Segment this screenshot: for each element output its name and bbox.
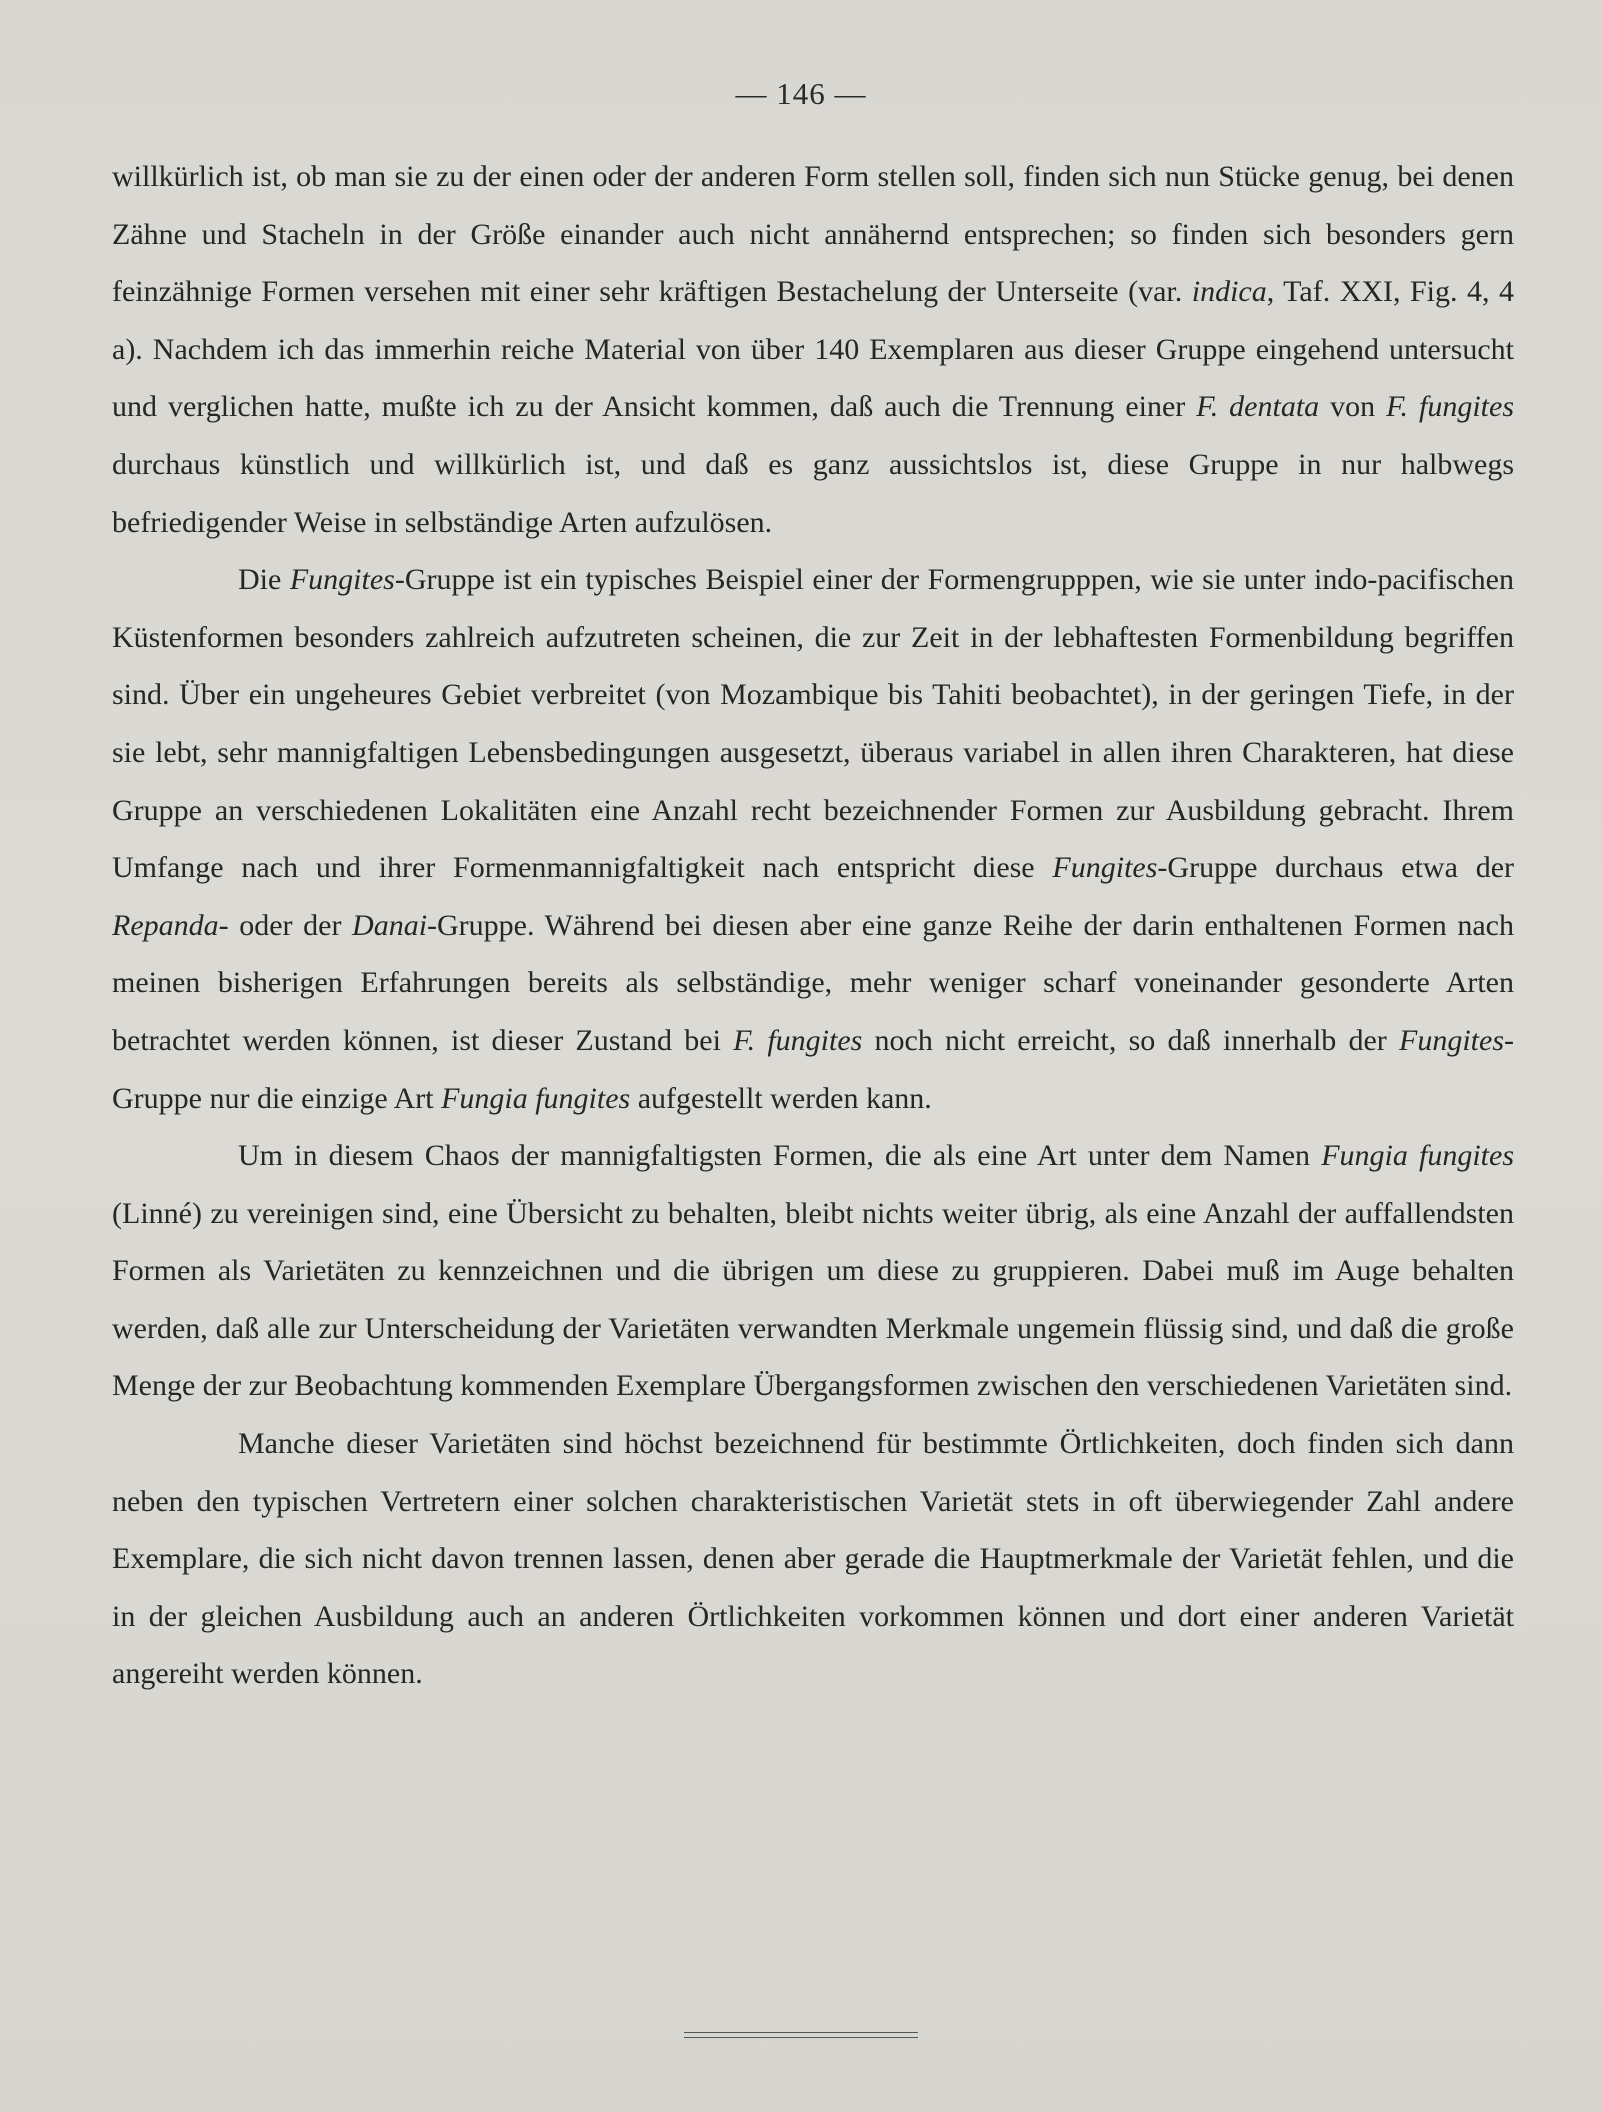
italic-term: F. fungites [1386, 390, 1515, 424]
text-run: (Linné) zu vereinigen sind, eine Übersicht zu behalten, bleibt nichts weiter übrig, als eine Anzahl der auffallendsten Formen als Varietäten zu kennzeichnen und die übrigen um diese zu gruppieren. Dabei muß im Auge behalten werden, daß alle zur Unterscheidung der Varietäten verwandten Merkmale ungemein flüssig sind, und daß die große Menge der zur Beobachtung kommenden Exemplare Übergangsformen zwischen den verschiedenen Varietäten sind. [112, 1196, 1514, 1403]
text-run: noch nicht erreicht, so daß innerhalb der [862, 1023, 1400, 1057]
text-run: Die [238, 563, 290, 597]
text-run: Um in diesem Chaos der mannigfaltigsten Formen, die als eine Art unter dem Namen [238, 1139, 1322, 1173]
italic-term: indica [1191, 275, 1267, 309]
paragraph-3 [112, 1127, 1514, 1415]
text-run: - oder der [218, 908, 353, 942]
paragraph-2 [112, 551, 1514, 1127]
italic-term: Repanda [112, 908, 219, 942]
paragraph-4 [112, 1415, 1514, 1703]
italic-term: Fungites [289, 563, 395, 597]
text-run: Manche dieser Varietäten sind höchst bezeichnend für bestimmte Örtlichkeiten, doch finden sich dann neben den typischen Vertretern einer solchen charakteristischen Varietät stets in oft überwiegender Zahl andere Exemplare, die sich nicht davon trennen lassen, denen aber gerade die Hauptmerkmale der Varietät fehlen, und die in der gleichen Ausbildung auch an anderen Örtlichkeiten vorkommen können und dort einer anderen Varietät angereiht werden können. [112, 1427, 1514, 1691]
text-run: von [1319, 390, 1387, 424]
italic-term: Fungia fungites [441, 1081, 631, 1115]
end-rule [684, 2032, 918, 2038]
text-run: durchaus künstlich und willkürlich ist, und daß es ganz aussichtslos ist, diese Gruppe in nur halbwegs befriedigender Weise in selbständige Arten aufzulösen. [112, 447, 1514, 539]
body-text [112, 148, 1514, 1703]
text-run: -Gruppe ist ein typisches Beispiel einer der Formengrupppen, wie sie unter indo-pacifischen Küstenformen besonders zahlreich aufzutreten scheinen, die zur Zeit in der lebhaftesten Formenbildung begriffen sind. Über ein ungeheures Gebiet verbreitet (von Mozambique bis Tahiti beobachtet), in der geringen Tiefe, in der sie lebt, sehr mannigfaltigen Lebensbedingungen ausgesetzt, überaus variabel in allen ihren Charakteren, hat diese Gruppe an verschiedenen Lokalitäten eine Anzahl recht bezeichnender Formen zur Ausbildung gebracht. Ihrem Umfange nach und ihrer Formenmannigfaltigkeit nach entspricht diese [112, 563, 1514, 885]
italic-term: F. dentata [1196, 390, 1320, 424]
italic-term: F. fungites [733, 1023, 863, 1057]
italic-term: Fungites [1399, 1023, 1505, 1057]
text-run: , Taf. XXI, Fig. 4, 4 a). Nachdem ich das immerhin reiche Material von über 140 Exemplaren aus dieser Gruppe eingehend untersucht und verglichen hatte, mußte ich zu der Ansicht kommen, daß auch die Trennung einer [112, 275, 1514, 424]
text-run: -Gruppe. Während bei diesen aber eine ganze Reihe der darin enthaltenen Formen nach meinen bisherigen Erfahrungen bereits als selbständige, mehr weniger scharf voneinander gesonderte Arten betrachtet werden können, ist dieser Zustand bei [112, 908, 1514, 1057]
italic-term: Danai [352, 908, 428, 942]
paragraph-1 [112, 148, 1514, 551]
text-run: -Gruppe nur die einzige Art [112, 1023, 1515, 1115]
text-run: aufgestellt werden kann. [630, 1081, 932, 1115]
italic-term: Fungia fungites [1321, 1139, 1514, 1173]
text-run: willkürlich ist, ob man sie zu der einen oder der anderen Form stellen soll, finden sich nun Stücke genug, bei denen Zähne und Stacheln in der Größe einander auch nicht annähernd entsprechen; so finden sich besonders gern feinzähnige Formen versehen mit einer sehr kräftigen Bestachelung der Unterseite (var. [112, 160, 1514, 309]
text-run: -Gruppe durchaus etwa der [1157, 851, 1514, 885]
page-number: — 146 — [735, 76, 867, 111]
italic-term: Fungites [1052, 851, 1158, 885]
